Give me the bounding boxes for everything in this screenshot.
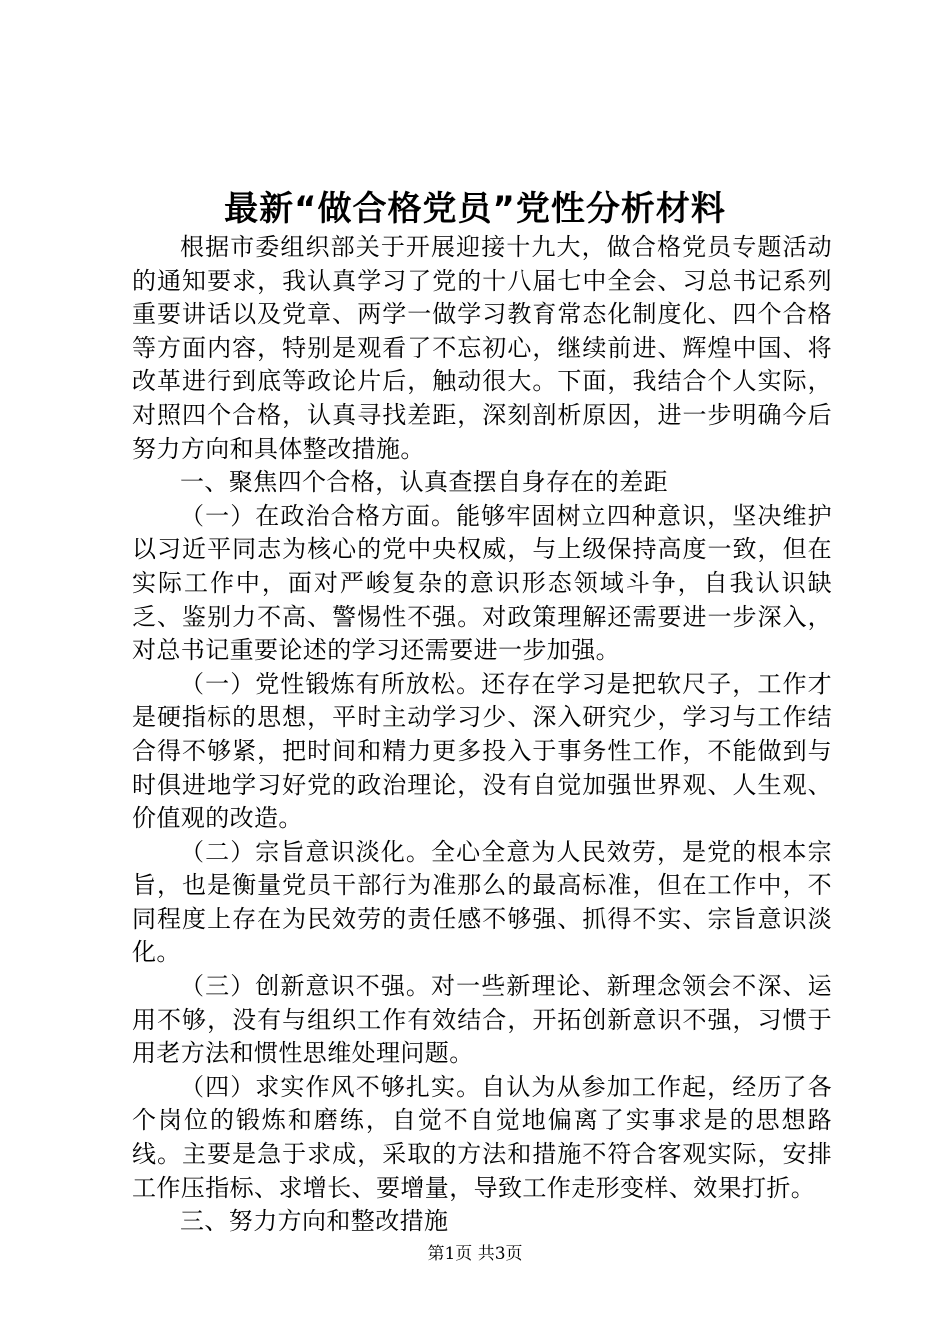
- paragraph-party-spirit: （一）党性锻炼有所放松。还存在学习是把软尺子，工作才是硬指标的思想，平时主动学习少、深入研究少，学习与工作结合得不够紧，把时间和精力更多投入于事务性工作，不能做到与时俱进地学习好党的政治理论，没有自觉加强世界观、人生观、价值观的改造。: [132, 669, 832, 833]
- page-number-footer: 第1页 共3页: [427, 1244, 523, 1264]
- document-body: [132, 231, 832, 1239]
- paragraph-purpose: （二）宗旨意识淡化。全心全意为人民效劳，是党的根本宗旨，也是衡量党员干部行为准那么的最高标准，但在工作中，不同程度上存在为民效劳的责任感不够强、抓得不实、宗旨意识淡化。: [132, 837, 832, 967]
- paragraph-political: （一）在政治合格方面。能够牢固树立四种意识，坚决维护以习近平同志为核心的党中央权威，与上级保持高度一致，但在实际工作中，面对严峻复杂的意识形态领域斗争，自我认识缺乏、鉴别力不高、警惕性不强。对政策理解还需要进一步深入，对总书记重要论述的学习还需要进一步加强。: [132, 501, 832, 665]
- document-title: 最新“做合格党员”党性分析材料: [224, 189, 726, 229]
- section-heading-3: 三、努力方向和整改措施: [180, 1207, 449, 1236]
- paragraph-work-style: （四）求实作风不够扎实。自认为从参加工作起，经历了各个岗位的锻炼和磨练，自觉不自觉地偏离了实事求是的思想路线。主要是急于求成，采取的方法和措施不符合客观实际，安排工作压指标、求增长、要增量，导致工作走形变样、效果打折。: [132, 1072, 832, 1202]
- section-heading-1: 一、聚焦四个合格，认真查摆自身存在的差距: [180, 468, 668, 497]
- intro-paragraph: 根据市委组织部关于开展迎接十九大，做合格党员专题活动的通知要求，我认真学习了党的十八届七中全会、习总书记系列重要讲话以及党章、两学一做学习教育常态化制度化、四个合格等方面内容，特别是观看了不忘初心，继续前进、辉煌中国、将改革进行到底等政论片后，触动很大。下面，我结合个人实际，对照四个合格，认真寻找差距，深刻剖析原因，进一步明确今后努力方向和具体整改措施。: [132, 233, 832, 463]
- paragraph-innovation: （三）创新意识不强。对一些新理论、新理念领会不深、运用不够，没有与组织工作有效结合，开拓创新意识不强，习惯于用老方法和惯性思维处理问题。: [132, 972, 832, 1068]
